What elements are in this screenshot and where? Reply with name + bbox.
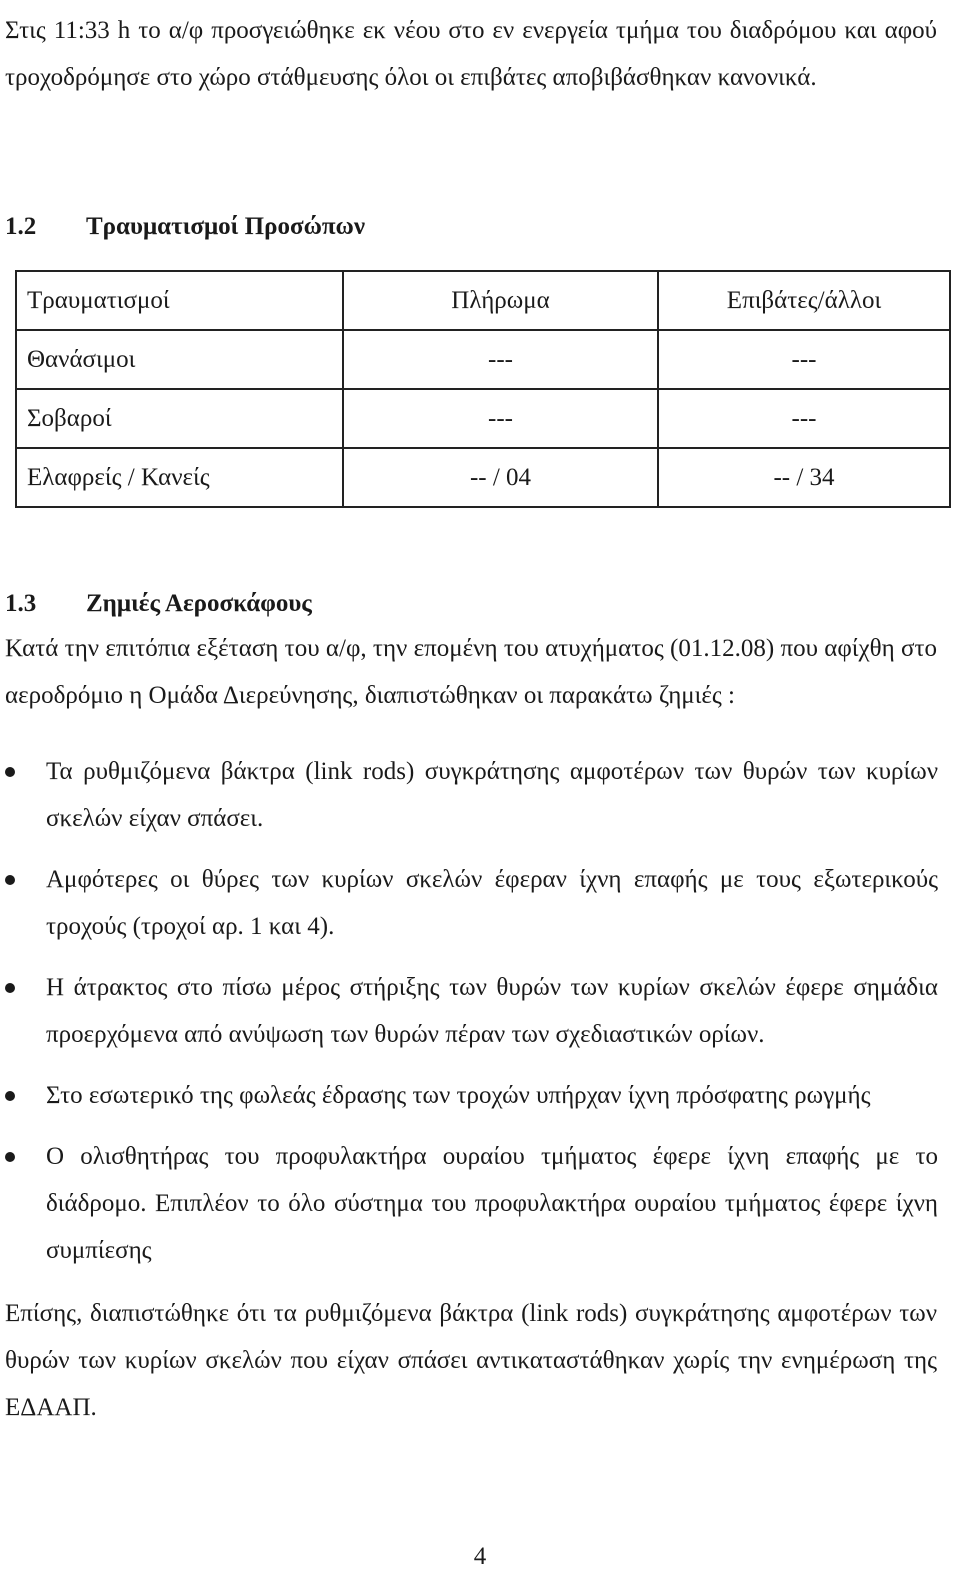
table-cell: Σοβαροί	[16, 389, 343, 448]
list-item-text: Ο ολισθητήρας του προφυλακτήρα ουραίου τμήματος έφερε ίχνη επαφής με το διάδρομο. Επιπλέον το όλο σύστημα του προφυλακτήρα ουραίου τμήματος έφερε ίχνη συμπίεσης	[46, 1143, 938, 1264]
bullet-icon	[5, 1091, 15, 1101]
table-row	[16, 330, 950, 389]
table-cell: Θανάσιμοι	[16, 330, 343, 389]
bullet-icon	[5, 983, 15, 993]
section-number: 1.2	[5, 213, 37, 240]
bullet-icon	[5, 767, 15, 777]
section-number: 1.3	[5, 590, 37, 617]
list-item-text: Τα ρυθμιζόμενα βάκτρα (link rods) συγκράτησης αμφοτέρων των θυρών των κυρίων σκελών είχαν σπάσει.	[46, 758, 938, 832]
bullet-icon	[5, 1152, 15, 1162]
bullet-icon	[5, 875, 15, 885]
list-item	[0, 964, 938, 1058]
page-number: 4	[473, 1543, 487, 1570]
list-item	[0, 1133, 938, 1274]
table-cell: -- / 04	[343, 448, 658, 507]
damage-intro-paragraph: Κατά την επιτόπια εξέταση του α/φ, την επομένη του ατυχήματος (01.12.08) που αφίχθη στο αεροδρόμιο η Ομάδα Διερεύνησης, διαπιστώθηκαν οι παρακάτω ζημιές :	[5, 635, 937, 709]
table-cell: ---	[658, 330, 950, 389]
list-item-text: Η άτρακτος στο πίσω μέρος στήριξης των θυρών των κυρίων σκελών έφερε σημάδια προερχόμενα από ανύψωση των θυρών πέραν των σχεδιαστικών ορίων.	[46, 974, 938, 1048]
injuries-table	[15, 270, 951, 508]
table-row	[16, 448, 950, 507]
closing-paragraph: Επίσης, διαπιστώθηκε ότι τα ρυθμιζόμενα βάκτρα (link rods) συγκράτησης αμφοτέρων των θυρών των κυρίων σκελών που είχαν σπάσει αντικαταστάθηκαν χωρίς την ενημέρωση της ΕΔΑΑΠ.	[5, 1300, 937, 1421]
table-cell: ---	[658, 389, 950, 448]
table-cell: -- / 34	[658, 448, 950, 507]
section-title: Τραυματισμοί Προσώπων	[86, 213, 365, 240]
table-row	[16, 389, 950, 448]
table-cell: ---	[343, 389, 658, 448]
list-item	[0, 856, 938, 950]
list-item-text: Στο εσωτερικό της φωλεάς έδρασης των τροχών υπήρχαν ίχνη πρόσφατης ρωγμής	[46, 1082, 871, 1109]
section-heading-injuries	[5, 211, 365, 243]
list-item	[0, 748, 938, 842]
table-header-cell: Επιβάτες/άλλοι	[658, 271, 950, 330]
table-cell: Ελαφρείς / Κανείς	[16, 448, 343, 507]
list-item-text: Αμφότερες οι θύρες των κυρίων σκελών έφεραν ίχνη επαφής με τους εξωτερικούς τροχούς (τροχοί αρ. 1 και 4).	[46, 866, 938, 940]
intro-paragraph: Στις 11:33 h το α/φ προσγειώθηκε εκ νέου στο εν ενεργεία τμήμα του διαδρόμου και αφού τροχοδρόμησε στο χώρο στάθμευσης όλοι οι επιβάτες αποβιβάσθηκαν κανονικά.	[5, 17, 937, 91]
table-cell: ---	[343, 330, 658, 389]
section-title: Ζημιές Αεροσκάφους	[86, 590, 312, 617]
damage-list	[0, 748, 960, 1288]
table-header-row	[16, 271, 950, 330]
list-item	[0, 1072, 938, 1119]
table-header-cell: Πλήρωμα	[343, 271, 658, 330]
table-header-cell: Τραυματισμοί	[16, 271, 343, 330]
section-heading-aircraft-damage	[5, 588, 312, 620]
